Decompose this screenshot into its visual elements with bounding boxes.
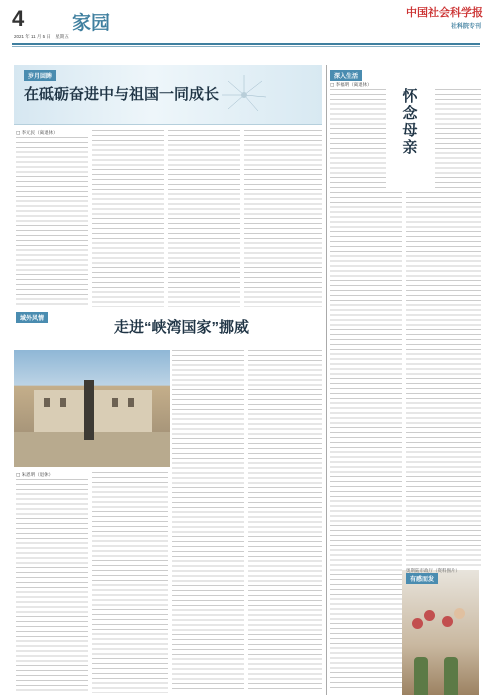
vase-shape <box>444 657 458 695</box>
oslo-city-hall-photo <box>14 350 170 467</box>
window-shape <box>112 398 118 407</box>
article1-tag: 岁月回眸 <box>24 70 56 81</box>
article1-column-3 <box>168 130 240 307</box>
column-title: 家园 <box>72 13 111 34</box>
flower-shape <box>454 608 465 619</box>
article3-tag: 深入生活 <box>330 70 362 81</box>
article3-author: □ 李福明（离退休） <box>330 83 372 88</box>
article2-column-1 <box>16 479 88 693</box>
article2-title: 走进“峡湾国家”挪威 <box>114 319 250 336</box>
title-char: 怀 <box>402 87 418 105</box>
statue-shape <box>84 380 94 440</box>
article3-column-2 <box>330 192 402 692</box>
article1-banner <box>14 65 322 125</box>
window-shape <box>60 398 66 407</box>
dandelion-decoration <box>204 73 284 117</box>
article3-column-3 <box>406 192 481 566</box>
article1-title: 在砥砺奋进中与祖国一同成长 <box>24 86 220 103</box>
page-number: 4 <box>12 6 25 31</box>
flower-shape <box>442 616 453 627</box>
article2-column-2 <box>92 472 168 693</box>
article2-author: □ 朱恩明（退休） <box>16 473 54 478</box>
article3-column-1b <box>435 89 481 189</box>
title-char: 亲 <box>402 138 418 156</box>
date-line: 2021 年 11 月 5 日 星期五 <box>14 34 69 39</box>
article2-column-4 <box>248 350 322 693</box>
masthead-rule-thin <box>12 46 480 47</box>
article1-column-4 <box>244 130 322 307</box>
article2-column-3 <box>172 350 244 693</box>
article1-author: □ 李元民（离退休） <box>16 131 58 136</box>
photo-caption: 奥斯陆市政厅（资料图片） <box>406 569 460 574</box>
masthead <box>0 0 493 62</box>
article3-title <box>389 87 431 156</box>
article3-column-1a <box>330 89 386 189</box>
newspaper-brand: 中国社会科学报 <box>406 7 483 19</box>
window-shape <box>128 398 134 407</box>
masthead-rule <box>12 43 480 45</box>
window-shape <box>44 398 50 407</box>
article2-banner <box>14 316 322 346</box>
flower-shape <box>412 618 423 629</box>
article1-column-2 <box>92 130 164 307</box>
flower-shape <box>424 610 435 621</box>
section-name: 社科院专刊 <box>450 23 481 30</box>
title-char: 母 <box>402 121 418 139</box>
vase-shape <box>414 657 428 695</box>
article1-column-1 <box>16 137 88 307</box>
flower-vase-illustration <box>402 570 479 695</box>
title-char: 念 <box>402 104 418 122</box>
image-label: 有感而发 <box>406 573 438 584</box>
article2-tag: 域外风情 <box>16 312 48 323</box>
